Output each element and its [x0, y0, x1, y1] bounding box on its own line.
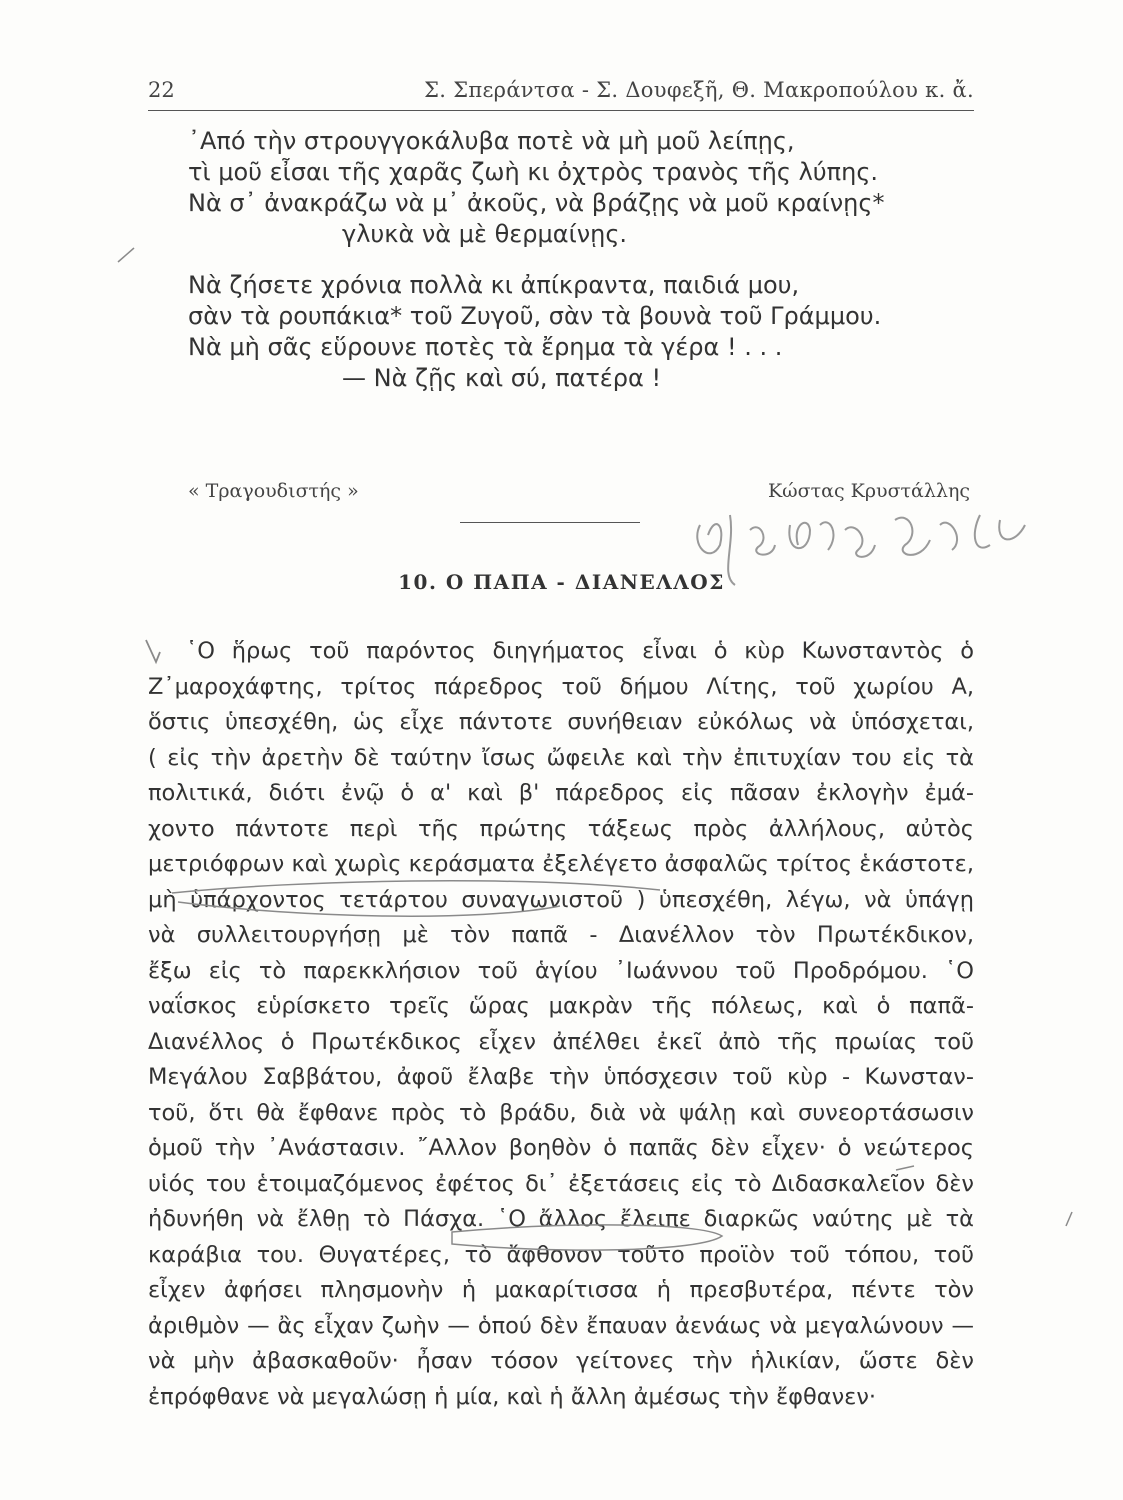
- prose-line: ( εἰς τὴν ἀρετὴν δὲ ταύτην ἴσως ὤφειλε καὶ τὴν ἐπιτυχίαν του εἰς τὰ: [148, 744, 974, 771]
- poem-line: Νὰ μὴ σᾶς εὕρουνε ποτὲς τὰ ἔρημα τὰ γέρα ! . . .: [188, 333, 783, 361]
- poem-line: ᾿Από τὴν στρουγγοκάλυβα ποτὲ νὰ μὴ μοῦ λείπῃς,: [188, 127, 795, 155]
- prose-line: καράβια του. Θυγατέρες, τὸ ἄφθονον τοῦτο προϊὸν τοῦ τόπου, τοῦ: [148, 1241, 974, 1268]
- poem-line: τὶ μοῦ εἶσαι τῆς χαρᾶς ζωὴ κι ὀχτρὸς τρανὸς τῆς λύπης.: [188, 158, 879, 186]
- prose-line: νὰ συλλειτουργήσῃ μὲ τὸν παπᾶ - Διανέλλον τὸν Πρωτέκδικον,: [148, 922, 974, 948]
- prose-line: Διανέλλος ὁ Πρωτέκδικος εἶχεν ἀπέλθει ἐκεῖ ἀπὸ τῆς πρωίας τοῦ: [148, 1028, 974, 1055]
- poem-stanza-1: [188, 126, 988, 250]
- prose-line: ἠδυνήθη νὰ ἔλθῃ τὸ Πάσχα. ῾Ο ἄλλος ἔλειπε διαρκῶς ναύτης μὲ τὰ: [148, 1206, 974, 1232]
- prose-line: μετριόφρων καὶ χωρὶς κεράσματα ἐξελέγετο ἀσφαλῶς τρίτος ἑκάστοτε,: [148, 851, 974, 877]
- poem-line: Νὰ σ᾿ ἀνακράζω νὰ μ᾿ ἀκοῦς, νὰ βράζῃς νὰ μοῦ κραίνῃς*: [188, 189, 885, 217]
- prose-line: εἶχεν ἀφήσει πλησμονὴν ἡ μακαρίτισσα ἡ πρεσβυτέρα, πέντε τὸν: [148, 1277, 974, 1303]
- poem-line: — Νὰ ζῇς καὶ σύ, πατέρα !: [342, 364, 662, 392]
- poem-line: σὰν τὰ ρουπάκια* τοῦ Ζυγοῦ, σὰν τὰ βουνὰ τοῦ Γράμμου.: [188, 302, 882, 330]
- chapter-title: 10. Ο ΠΑΠΑ - ΔΙΑΝΕΛΛΟΣ: [398, 570, 725, 594]
- prose-line: Μεγάλου Σαββάτου, ἀφοῦ ἔλαβε τὴν ὑπόσχεσιν τοῦ κὺρ - Κωνσταν-: [148, 1064, 974, 1090]
- section-separator: [460, 522, 640, 523]
- prose-line: τοῦ, ὅτι θὰ ἔφθανε πρὸς τὸ βράδυ, διὰ νὰ ψάλῃ καὶ συνεορτάσωσιν: [148, 1099, 974, 1126]
- prose-line: μὴ ὑπάρχοντος τετάρτου συναγωνιστοῦ ) ὑπεσχέθη, λέγω, νὰ ὑπάγῃ: [148, 886, 974, 913]
- prose-line: ἔξω εἰς τὸ παρεκκλήσιον τοῦ ἁγίου ᾿Ιωάννου τοῦ Προδρόμου. ῾Ο: [148, 957, 974, 984]
- header-rule: [148, 110, 974, 111]
- poem-author: Κώστας Κρυστάλλης: [767, 480, 970, 502]
- running-head: Σ. Σπεράντσα - Σ. Δουφεξῆ, Θ. Μακροπούλου κ. ἄ.: [424, 78, 974, 102]
- prose-line: χοντο πάντοτε περὶ τῆς πρώτης τάξεως πρὸς ἀλλήλους, αὐτὸς: [148, 815, 974, 842]
- page-number: 22: [148, 78, 175, 102]
- prose-line: πολιτικά, διότι ἐνῷ ὁ α' καὶ β' πάρεδρος εἰς πᾶσαν ἐκλογὴν ἐμά-: [148, 780, 974, 806]
- prose-line: νὰ μὴν ἀβασκαθοῦν· ἦσαν τόσον γείτονες τὴν ἡλικίαν, ὥστε δὲν: [148, 1348, 974, 1374]
- prose-line: Ζ᾿μαροχάφτης, τρίτος πάρεδρος τοῦ δήμου Λίτης, τοῦ χωρίου Α,: [148, 673, 974, 700]
- poem-stanza-2: [188, 270, 988, 394]
- page-header: [148, 78, 974, 108]
- prose-line: ῾Ο ἥρως τοῦ παρόντος διηγήματος εἶναι ὁ κὺρ Κωνσταντὸς ὁ: [186, 638, 974, 664]
- poem: [188, 126, 988, 394]
- prose-line: ἀριθμὸν — ἂς εἶχαν ζωὴν — ὁπού δὲν ἔπαυαν ἀενάως νὰ μεγαλώνουν —: [148, 1312, 974, 1339]
- poem-line: γλυκὰ νὰ μὲ θερμαίνῃς.: [342, 220, 628, 248]
- prose-line: ναΐσκος εὑρίσκετο τρεῖς ὥρας μακρὰν τῆς πόλεως, καὶ ὁ παπᾶ-: [148, 993, 974, 1019]
- prose-line: ὅστις ὑπεσχέθη, ὡς εἶχε πάντοτε συνήθειαν εὐκόλως νὰ ὑπόσχεται,: [148, 709, 974, 735]
- poem-line: Νὰ ζήσετε χρόνια πολλὰ κι ἀπίκραντα, παιδιά μου,: [188, 271, 800, 299]
- poem-source: « Τραγουδιστής »: [188, 480, 359, 502]
- prose-line: ἐπρόφθανε νὰ μεγαλώσῃ ἡ μία, καὶ ἡ ἄλλη ἀμέσως τὴν ἔφθανεν·: [148, 1383, 877, 1410]
- prose-line: υἱός του ἑτοιμαζόμενος ἐφέτος δι᾿ ἐξετάσεις εἰς τὸ Διδασκαλεῖον δὲν: [148, 1170, 974, 1197]
- prose-line: ὁμοῦ τὴν ᾿Ανάστασιν. ῎Αλλον βοηθὸν ὁ παπᾶς δὲν εἶχεν· ὁ νεώτερος: [148, 1135, 974, 1161]
- prose-body: [148, 634, 974, 1415]
